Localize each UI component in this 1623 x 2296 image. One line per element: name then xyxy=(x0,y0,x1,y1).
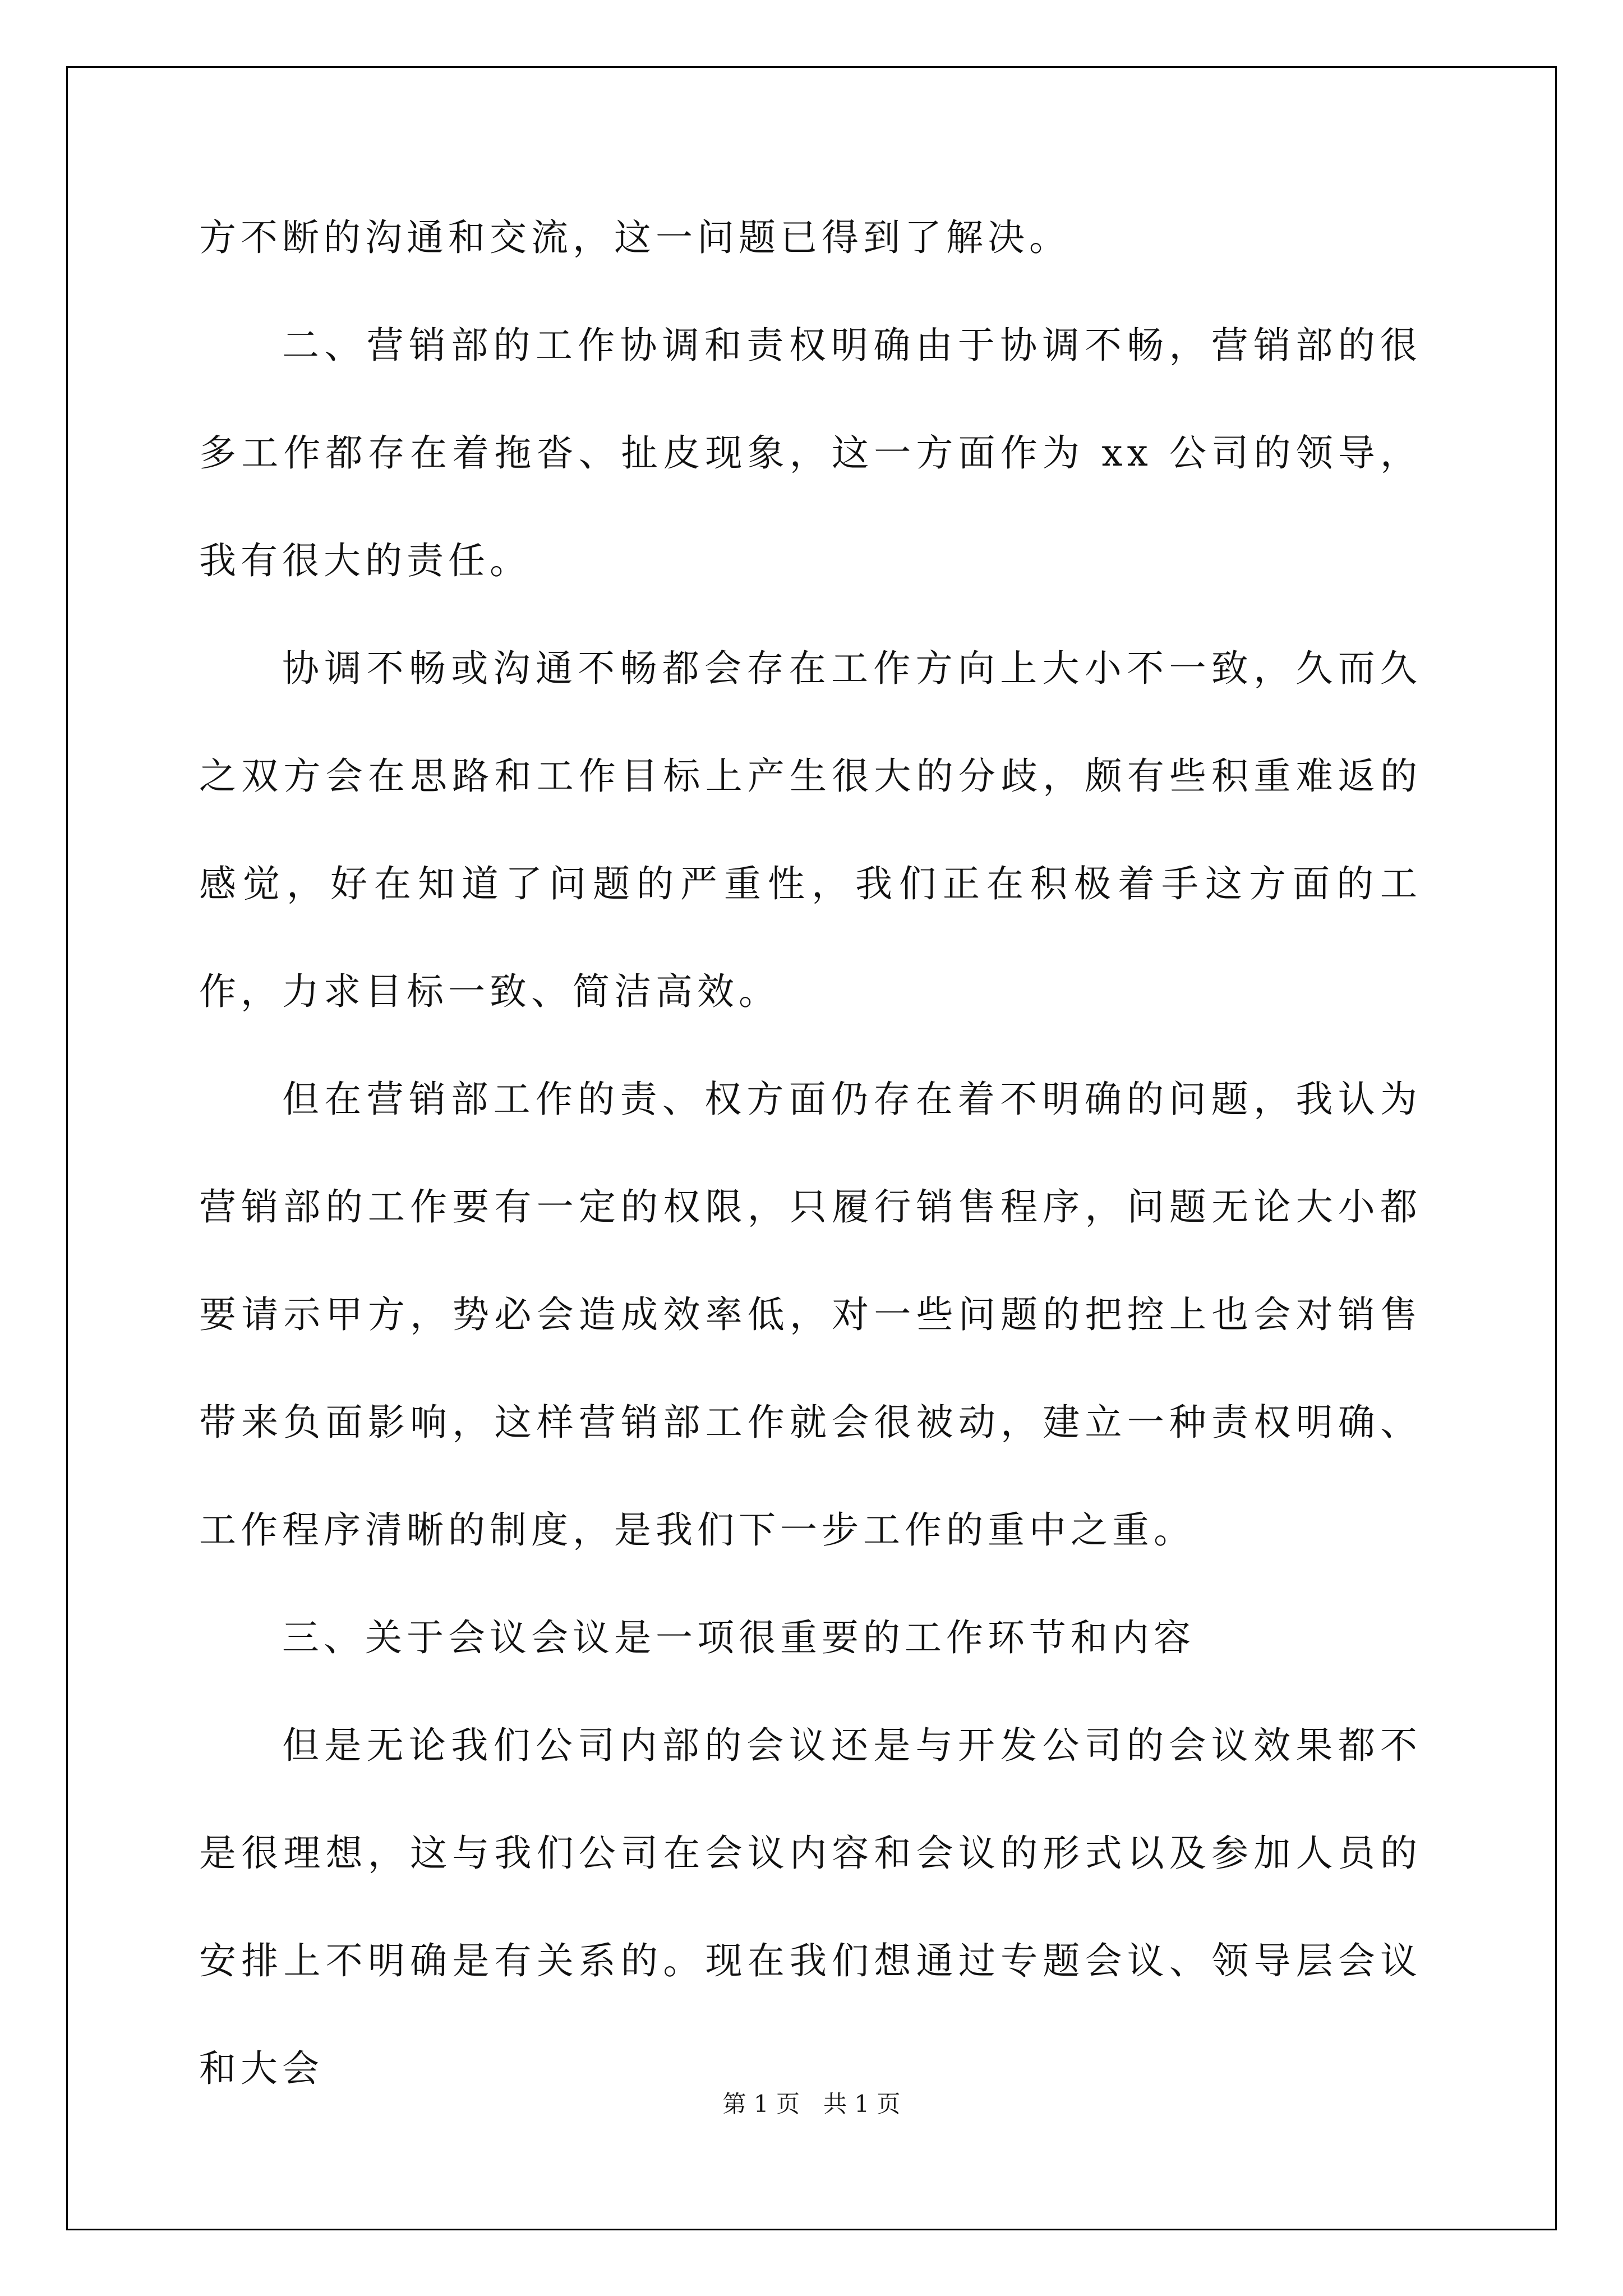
paragraph-3: 协调不畅或沟通不畅都会存在工作方向上大小不一致，久而久之双方会在思路和工作目标上产生很大的分歧，颇有些积重难返的感觉，好在知道了问题的严重性，我们正在积极着手这方面的工作，力求目标一致、简洁高效。 xyxy=(199,647,1422,1013)
paragraph-2: 二、营销部的工作协调和责权明确由于协调不畅，营销部的很多工作都存在着拖沓、扯皮现象，这一方面作为 xx 公司的领导，我有很大的责任。 xyxy=(199,324,1422,582)
document-body xyxy=(199,184,1422,2123)
paragraph-5: 三、关于会议会议是一项很重要的工作环节和内容 xyxy=(282,1616,1195,1659)
paragraph-6: 但是无论我们公司内部的会议还是与开发公司的会议效果都不是很理想，这与我们公司在会议内容和会议的形式以及参加人员的安排上不明确是有关系的。现在我们想通过专题会议、领导层会议和大会 xyxy=(199,1724,1422,2090)
paragraph-4: 但在营销部工作的责、权方面仍存在着不明确的问题，我认为营销部的工作要有一定的权限，只履行销售程序，问题无论大小都要请示甲方，势必会造成效率低，对一些问题的把控上也会对销售带来负面影响，这样营销部工作就会很被动，建立一种责权明确、工作程序清晰的制度，是我们下一步工作的重中之重。 xyxy=(199,1078,1422,1552)
page-number-footer: 第 1 页 共 1 页 xyxy=(722,2090,901,2118)
paragraph-1: 方不断的沟通和交流，这一问题已得到了解决。 xyxy=(199,216,1071,259)
